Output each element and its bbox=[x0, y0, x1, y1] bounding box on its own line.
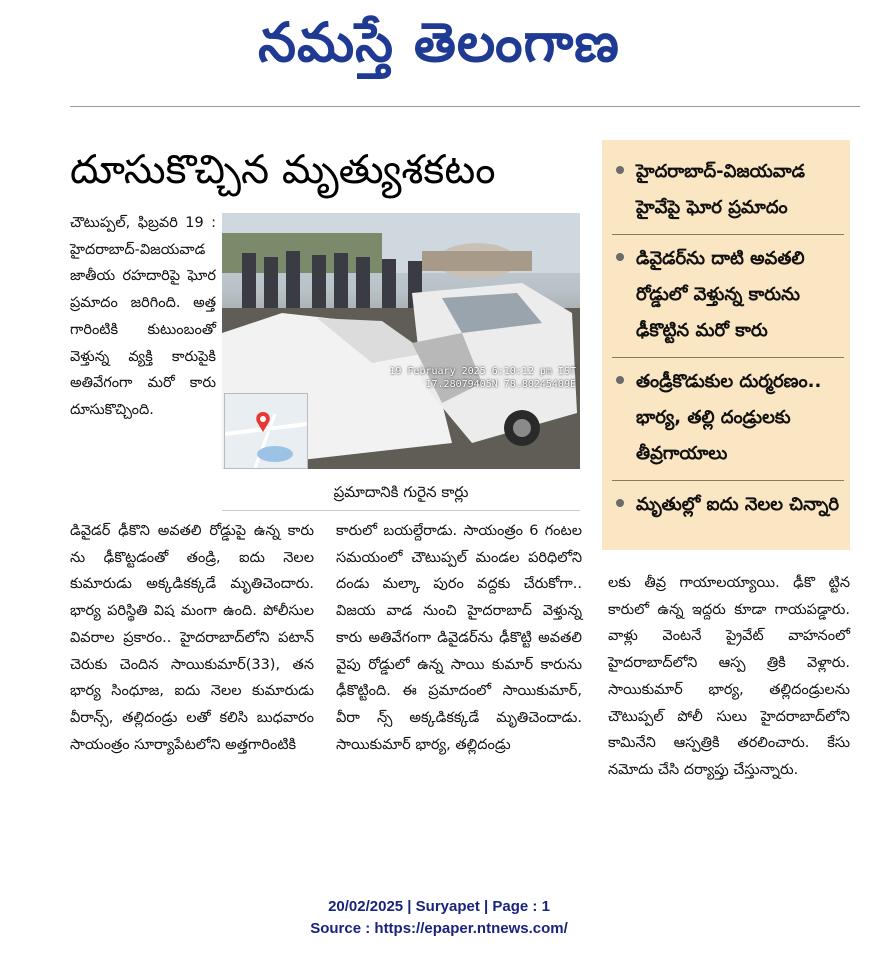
article-text: కారులో బయల్దేరాడు. సాయంత్రం 6 గంటల సమయంలో చౌటుప్పల్ మండల పరిధిలోని దండు మల్కా పురం వద్దకు చేరుకోగా.. విజయ వాడ నుంచి హైదరాబాద్ వెళ్తున్న కారు అతివేగంగా డివైడర్‌ను ఢీకొట్టి అవతలి వైపు రోడ్డులో ఉన్న సాయి కుమార్ కారును ఢీకొట్టింది. ఈ ప్రమాదంలో సాయికుమార్, వీరా న్స్ అక్కడికక్కడే మృతిచెందాడు. సాయికుమార్ భార్య, తల్లిదండ్రు bbox=[336, 523, 582, 753]
footer-source-link[interactable]: Source : https://epaper.ntnews.com/ bbox=[310, 920, 568, 937]
footer-edition-info: 20/02/2025 | Suryapet | Page : 1 bbox=[328, 898, 550, 915]
bullet-icon bbox=[616, 166, 624, 174]
highlight-text: మృతుల్లో ఐదు నెలల చిన్నారి bbox=[636, 494, 840, 515]
photo-timestamp bbox=[389, 365, 576, 391]
article-text: లకు తీవ్ర గాయాలయ్యాయి. ఢీకొ ట్టిన కారులో ఉన్న ఇద్దరు కూడా గాయపడ్డారు. వాళ్లు వెంటనే ప్రైవేట్ వాహనంలో హైదరాబాద్‌లోని ఆస్ప త్రికి వెళ్లారు. సాయికుమార్ భార్య, తల్లిదండ్రులను చౌటుప్పల్ పోలీ సులు హైదరాబాద్‌లోని కామినేని ఆస్పత్రికి తరలించారు. కేసు నమోదు చేసి దర్యాప్తు చేస్తున్నారు. bbox=[608, 575, 850, 778]
bullet-icon bbox=[616, 499, 624, 507]
article-text: డివైడర్ ఢీకొని అవతలి రోడ్డుపై ఉన్న కారు ను ఢీకొట్టడంతో తండ్రి, ఐదు నెలల కుమారుడు అక్కడికక్కడే మృతిచెందారు. భార్య పరిస్థితి విష మంగా ఉంది. పోలీసుల వివరాల ప్రకారం.. హైదరాబాద్‌లోని పటాన్ చెరుకు చెందిన సాయికుమార్(33), తన భార్య సింధూజ, ఐదు నెలల కుమారుడు వీరాన్స్, తల్లిదండ్రు లతో కలిసి బుధవారం సాయంత్రం సూర్యాపేటలోని అత్తగారింటికి bbox=[70, 523, 314, 753]
article-text: చౌటుప్పల్, ఫిబ్రవరి 19 : హైదరాబాద్-విజయవాడ జాతీయ రహదారిపై ఘోర ప్రమాదం జరిగింది. అత్త గారింటికి కుటుంబంతో వెళ్తున్న వ్యక్తి కారుపైకి అతివేగంగా మరో కారు దూసుకొచ్చింది. bbox=[70, 215, 216, 418]
page-footer bbox=[0, 896, 878, 940]
bullet-icon bbox=[616, 253, 624, 261]
accident-photo bbox=[222, 213, 580, 469]
article-headline: దూసుకొచ్చిన మృత్యుశకటం bbox=[70, 147, 496, 193]
article-column-2 bbox=[70, 518, 314, 758]
highlight-text: డివైడర్‌ను దాటి అవతలి రోడ్డులో వెళ్తున్న కారును ఢీకొట్టిన మరో కారు bbox=[636, 248, 805, 341]
newspaper-masthead: నమస్తే తెలంగాణ bbox=[258, 10, 620, 74]
map-pin-icon bbox=[225, 394, 307, 468]
highlight-text: తండ్రీకొడుకుల దుర్మరణం.. భార్య, తల్లి దండ్రులకు తీవ్రగాయాలు bbox=[636, 371, 822, 464]
bullet-icon bbox=[616, 376, 624, 384]
location-map-inset bbox=[224, 393, 308, 469]
highlight-item bbox=[612, 358, 844, 481]
article-column-4 bbox=[608, 570, 850, 784]
photo-timestamp-coords: 17.28079405N 78.80245409E bbox=[425, 379, 576, 390]
photo-timestamp-date: 19 February 2025 6:10:12 pm IST bbox=[389, 366, 576, 377]
photo-caption: ప్రమాదానికి గురైన కార్లు bbox=[333, 483, 469, 501]
highlight-item bbox=[612, 148, 844, 235]
masthead-divider bbox=[70, 106, 860, 107]
highlight-text: హైదరాబాద్-విజయవాడ హైవేపై ఘోర ప్రమాదం bbox=[636, 161, 805, 218]
article-column-3 bbox=[336, 518, 582, 758]
highlights-box bbox=[602, 140, 850, 550]
highlight-item bbox=[612, 235, 844, 358]
article-column-1 bbox=[70, 210, 216, 424]
highlight-item bbox=[612, 481, 844, 531]
caption-divider bbox=[222, 510, 580, 511]
